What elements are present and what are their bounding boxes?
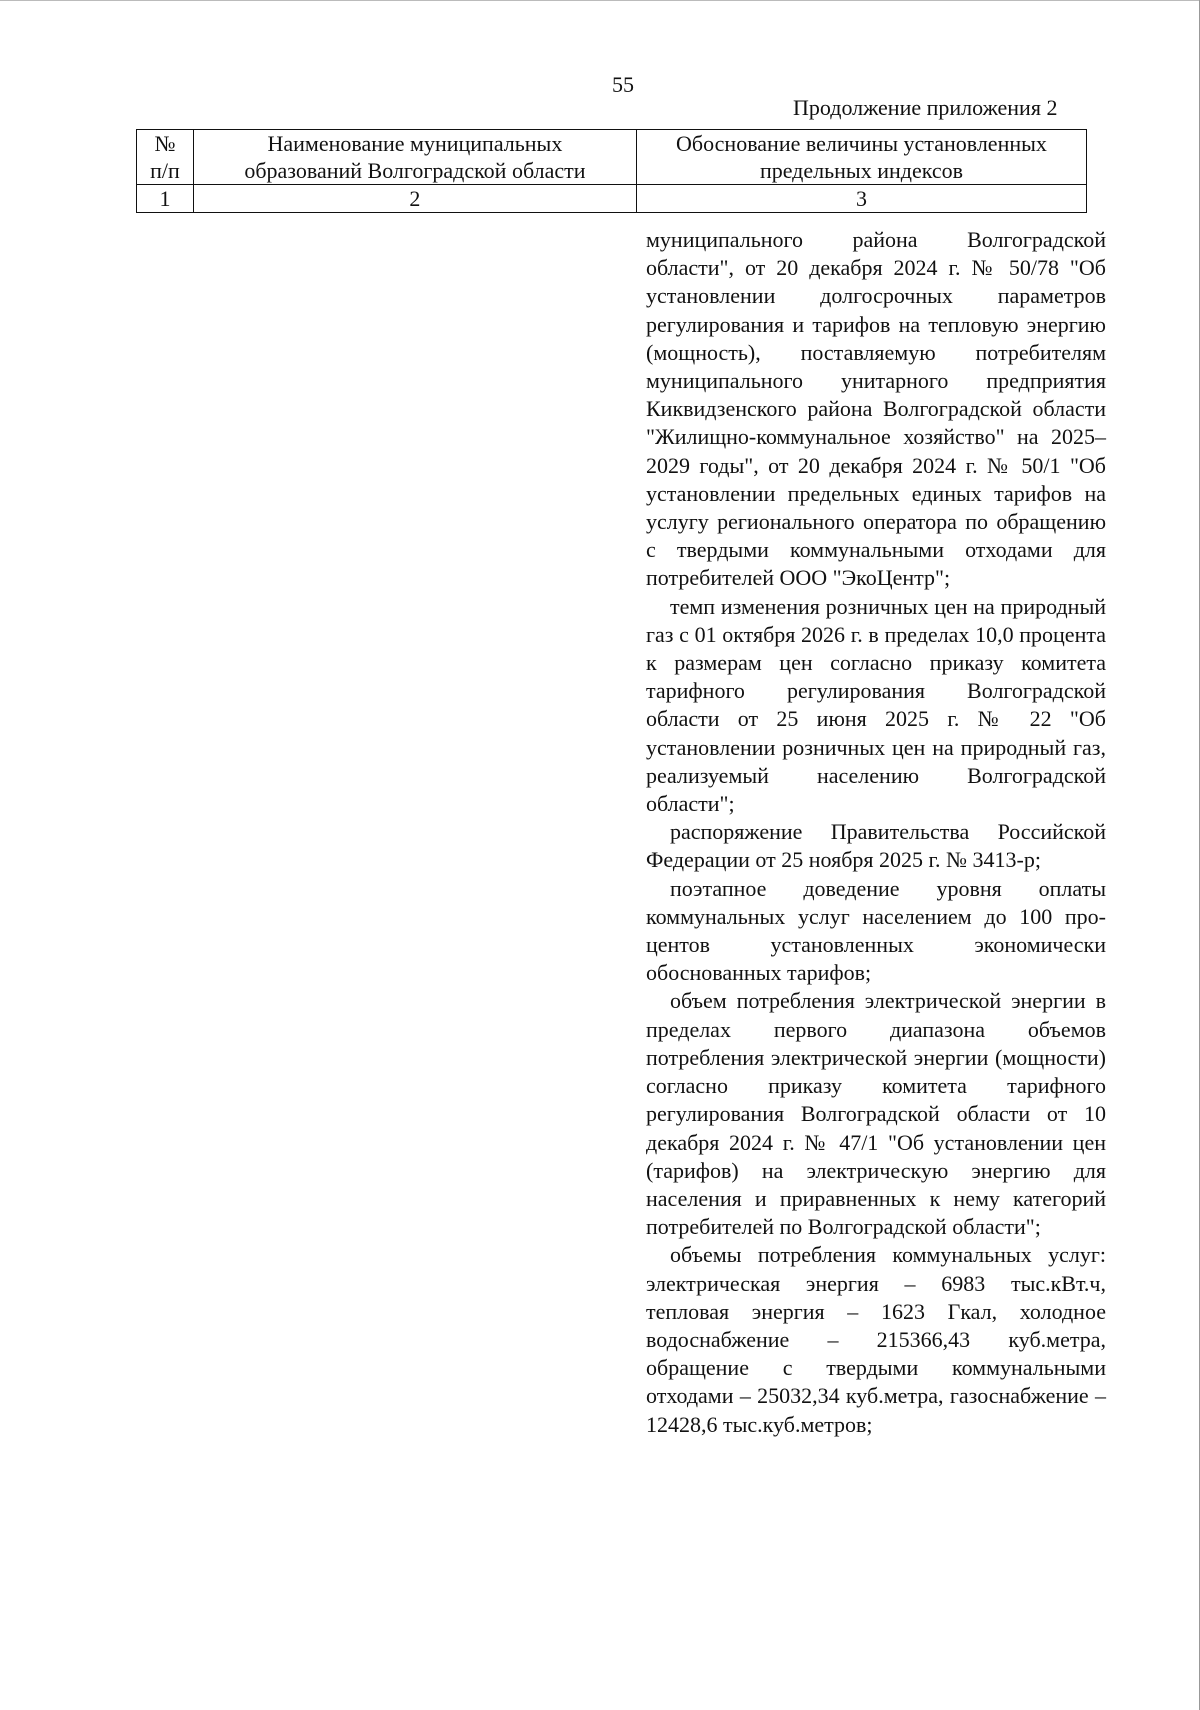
justification-text — [646, 226, 1106, 1439]
page-number: 55 — [612, 72, 634, 97]
column-header-justification: Обоснование величины установленных предельных индексов — [636, 130, 1086, 185]
scan-top-edge — [0, 0, 1200, 1]
paragraph-electricity-volume: объем потребления электрической энергии в пределах первого диапазона объемов потребления электрической энергии (мощности) согласно приказу комитета тарифного регулирования Волгоградской области от 10 декабря 2024 г. № 47/1 "Об установлении цен (тарифов) на электрическую энергию для населения и приравненных к нему категорий потребителей по Волгоградской области"; — [646, 988, 1106, 1240]
column-header-number: № п/п — [137, 130, 194, 185]
column-number-2: 2 — [193, 185, 636, 213]
column-number-1: 1 — [137, 185, 194, 213]
column-header-municipality: Наименование муниципальных образований Волгоградской области — [193, 130, 636, 185]
paragraph-consumption-volumes: объемы потребления коммунальных услуг: электрическая энергия – 6983 тыс.кВт.ч, тепловая энергия – 1623 Гкал, холодное водоснабжение – 215366,43 куб.метра, обращение с твердыми коммунальными отходами – 25032,34 куб.метра, газоснабжение – 12428,6 тыс.куб.метров; — [646, 1242, 1106, 1437]
paragraph-gas-price: темп изменения розничных цен на природный газ с 01 октября 2026 г. в пределах 10,0 процента к размерам цен согласно приказу комитета тарифного регулирования Волгоградской области от 25 июня 2025 г. № 22 "Об установлении розничных цен на природный газ, реализуемый населению Волгоградской области"; — [646, 593, 1106, 817]
paragraph-payment-level: поэтапное доведение уровня оплаты коммунальных услуг населением до 100 про-центов установленных экономически обоснованных тарифов; — [646, 875, 1106, 986]
appendix-table-header — [136, 129, 1087, 213]
column-number-row — [137, 185, 1087, 213]
paragraph-government-order: распоряжение Правительства Российской Федерации от 25 ноября 2025 г. № 3413-р; — [646, 819, 1106, 873]
paragraph-continued: муниципального района Волгоградской области", от 20 декабря 2024 г. № 50/78 "Об установлении долгосрочных параметров регулирования и тарифов на тепловую энергию (мощность), поставляемую потребителям муниципального унитарного предприятия Киквидзенского района Волгоградской области "Жилищно-коммунальное хозяйство" на 2025–2029 годы", от 20 декабря 2024 г. № 50/1 "Об установлении предельных единых тарифов на услугу регионального оператора по обращению с твердыми коммунальными отходами для потребителей ООО "ЭкоЦентр"; — [646, 227, 1106, 591]
table-header-row — [137, 130, 1087, 185]
column-number-3: 3 — [636, 185, 1086, 213]
continuation-label: Продолжение приложения 2 — [793, 95, 1058, 120]
